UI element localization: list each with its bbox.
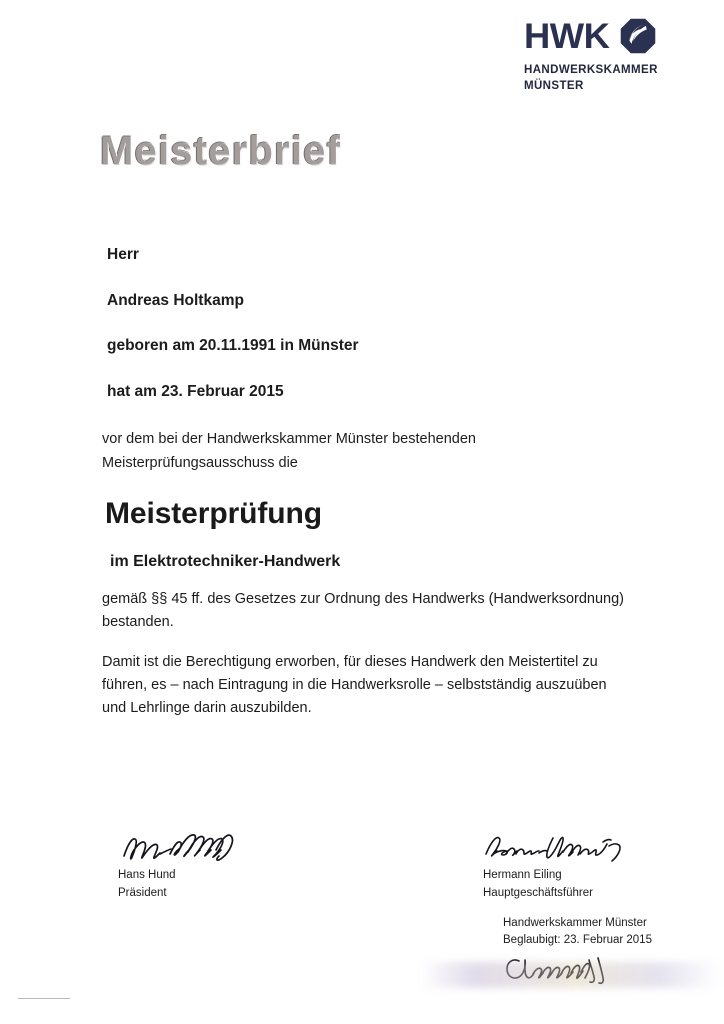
salutation: Herr	[107, 246, 139, 263]
spacer	[102, 635, 647, 651]
certification-authority: Handwerkskammer Münster	[503, 917, 647, 929]
signature-block-director	[483, 830, 633, 901]
president-name: Hans Hund	[118, 869, 176, 881]
rights-line-3: und Lehrlinge darin auszubilden.	[102, 700, 312, 717]
handwritten-signature-icon	[503, 952, 628, 986]
hwk-logo-block	[524, 16, 700, 94]
rights-paragraph	[102, 651, 647, 721]
spacer	[102, 530, 647, 552]
hwk-subtitle	[524, 63, 700, 94]
certification-attested: Beglaubigt: 23. Februar 2015	[503, 934, 652, 947]
signature-block-president	[118, 830, 248, 901]
certification-block	[503, 915, 652, 986]
hwk-octagon-mark-icon	[620, 18, 656, 54]
director-role: Hauptgeschäftsführer	[483, 886, 593, 899]
hwk-subtitle-line-1: HANDWERKSKAMMER	[524, 64, 658, 76]
spacer	[102, 572, 647, 588]
committee-paragraph	[102, 428, 647, 475]
examination-headline: Meisterprüfung	[105, 497, 322, 531]
rights-line-1: Damit ist die Berechtigung erworben, für dieses Handwerk den Meistertitel zu	[102, 653, 598, 670]
committee-line-2: Meisterprüfungsausschuss die	[102, 454, 298, 471]
document-title: Meisterbrief	[100, 129, 342, 173]
handwritten-signature-icon	[118, 830, 248, 866]
legal-line-2: bestanden.	[102, 614, 174, 631]
trade-name: im Elektrotechniker-Handwerk	[110, 553, 341, 571]
committee-line-1: vor dem bei der Handwerkskammer Münster bestehenden	[102, 431, 476, 448]
certificate-body	[102, 246, 647, 721]
hwk-subtitle-line-2: MÜNSTER	[524, 79, 584, 92]
scan-artifact-line	[18, 998, 70, 999]
legal-line-1: gemäß §§ 45 ff. des Gesetzes zur Ordnung des Handwerks (Handwerksordnung)	[102, 590, 624, 607]
logo-top-row	[524, 16, 700, 56]
birth-line: geboren am 20.11.1991 in Münster	[107, 337, 359, 355]
recipient-name: Andreas Holtkamp	[107, 291, 244, 309]
rights-line-2: führen, es – nach Eintragung in die Handwerksrolle – selbstständig auszuüben	[102, 676, 607, 693]
exam-date-line: hat am 23. Februar 2015	[107, 382, 284, 400]
hwk-wordmark: HWK	[524, 16, 610, 56]
spacer	[102, 475, 647, 497]
president-role: Präsident	[118, 886, 167, 899]
handwritten-signature-icon	[483, 830, 633, 866]
director-name: Hermann Eiling	[483, 869, 562, 881]
legal-paragraph	[102, 588, 647, 635]
